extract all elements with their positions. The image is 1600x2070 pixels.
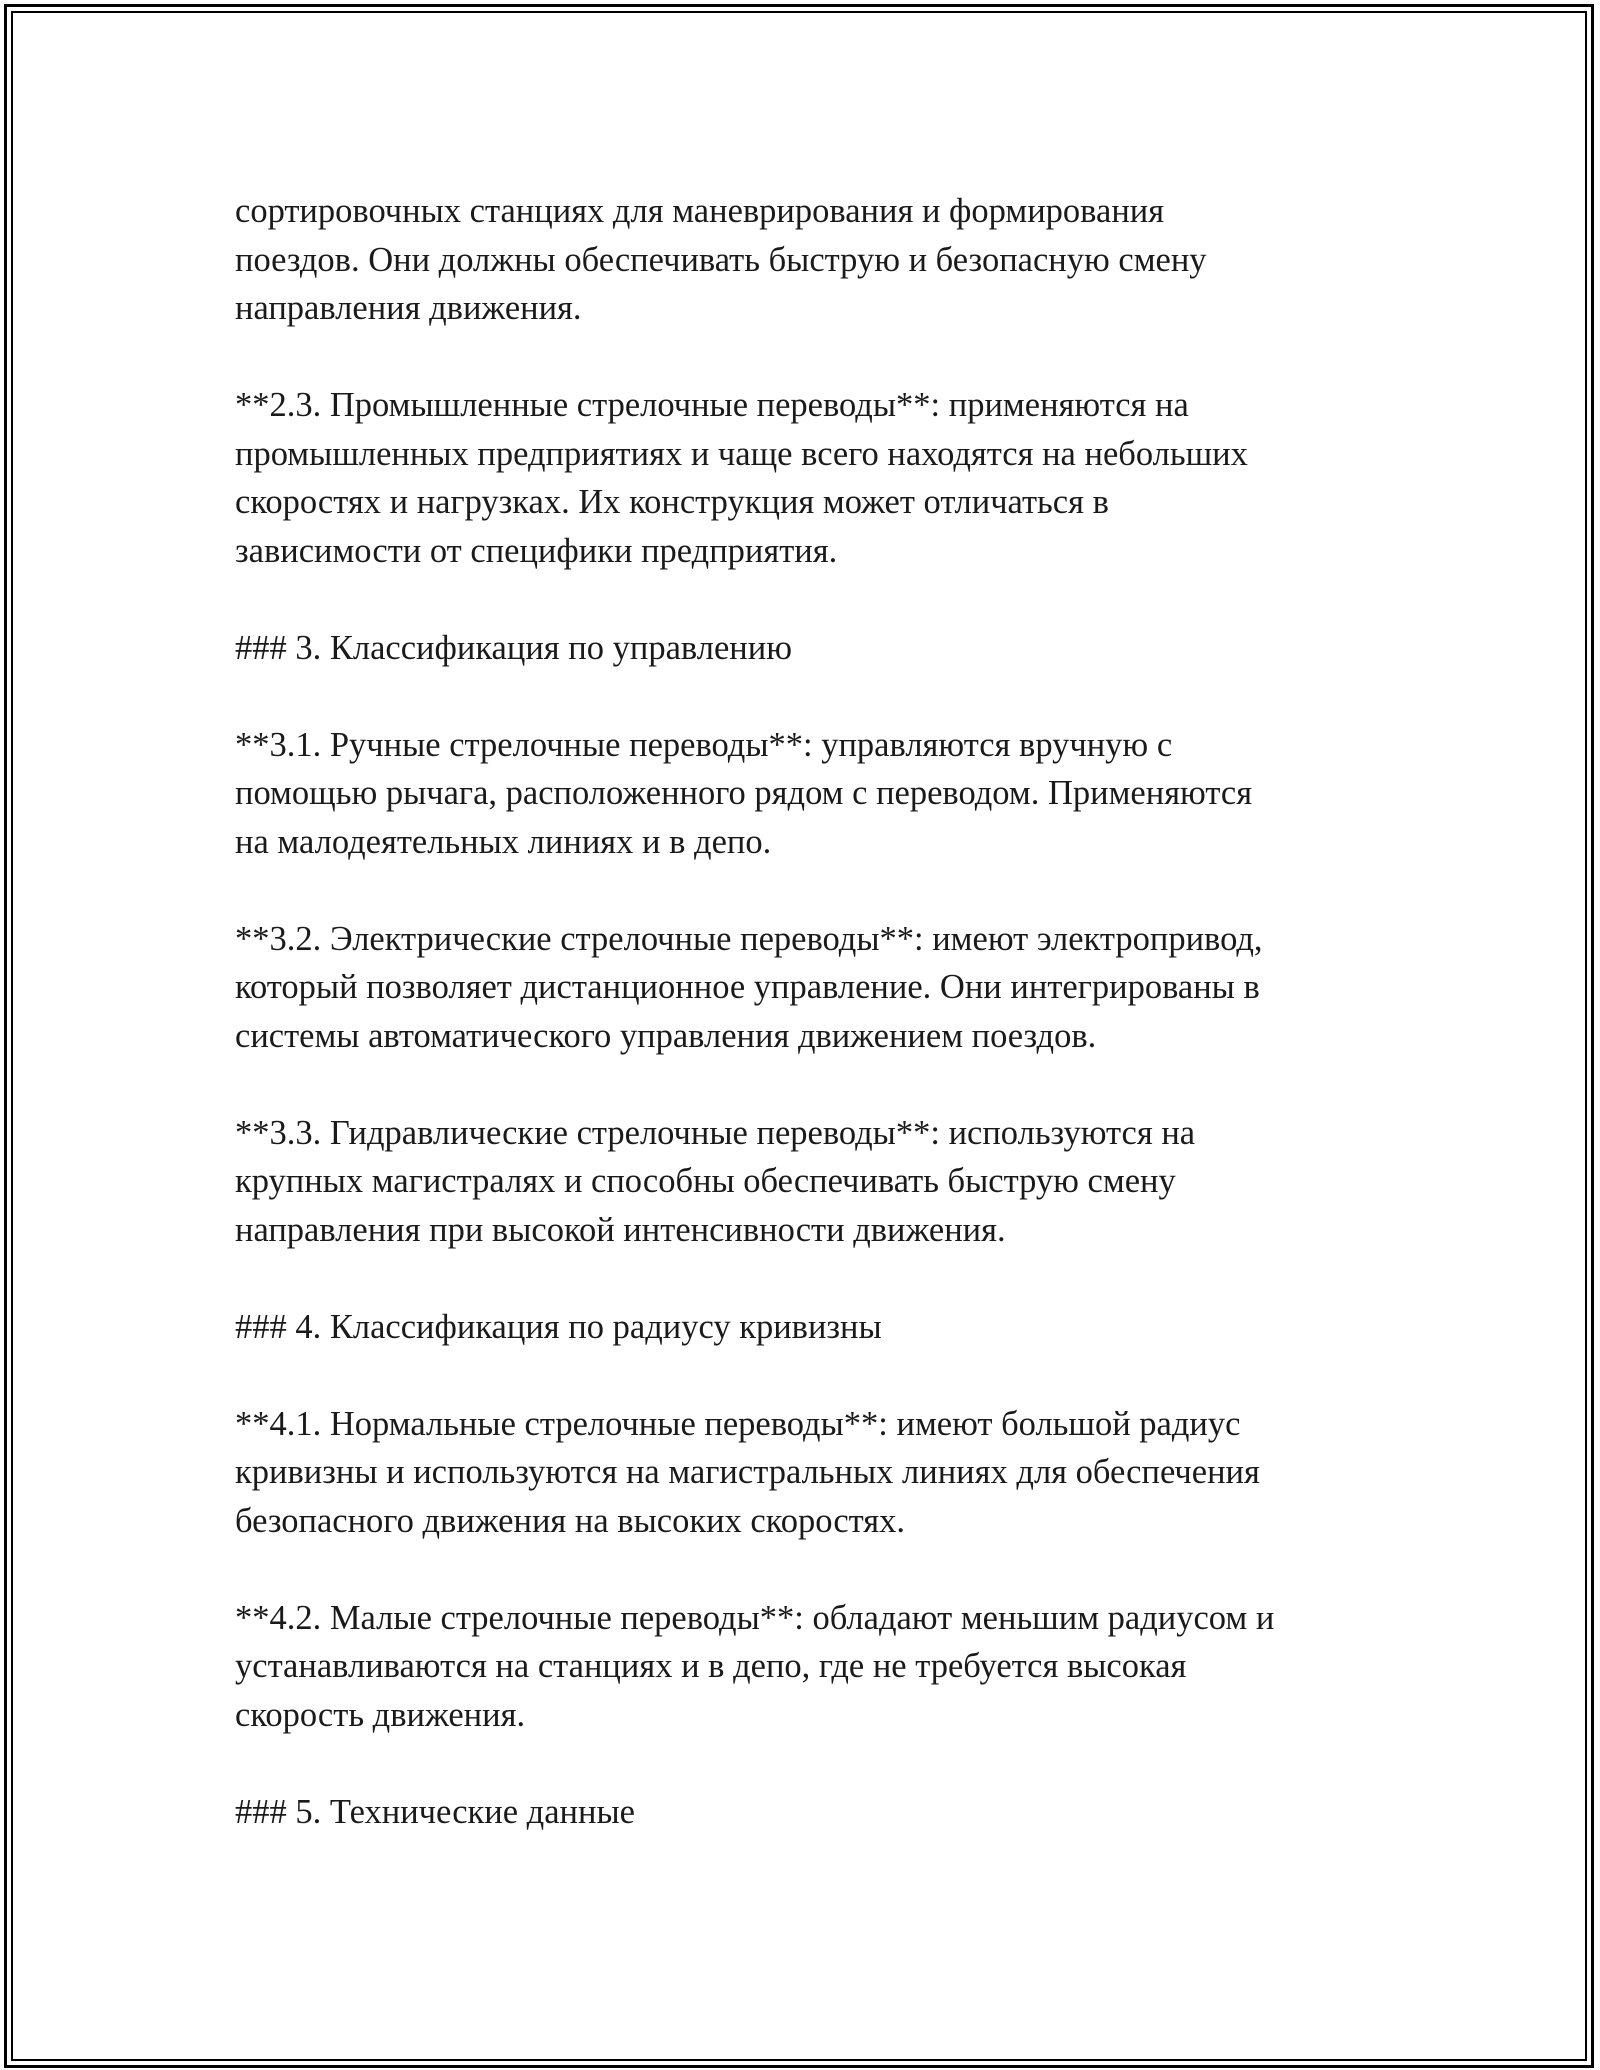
section-heading-5: ### 5. Технические данные: [235, 1792, 635, 1831]
section-heading-4: ### 4. Классификация по радиусу кривизны: [235, 1307, 882, 1346]
paragraph-2-3: **2.3. Промышленные стрелочные переводы**: применяются на промышленных предприятиях и чаще всего находятся на небольших скоростях и нагрузках. Их конструкция может отличаться в зависимости от специфики предприятия.: [235, 386, 1248, 570]
paragraph-3-3: **3.3. Гидравлические стрелочные переводы**: используются на крупных магистралях и способны обеспечивать быструю смену направления при высокой интенсивности движения.: [235, 1113, 1196, 1249]
paragraph-3-1: **3.1. Ручные стрелочные переводы**: управляются вручную с помощью рычага, расположенного рядом с переводом. Применяются на малодеятельных линиях и в депо.: [235, 725, 1253, 861]
paragraph-4-2: **4.2. Малые стрелочные переводы**: обладают меньшим радиусом и устанавливаются на станциях и в депо, где не требуется высокая скорость движения.: [235, 1598, 1275, 1734]
document-body: [235, 187, 1415, 1885]
paragraph-3-2: **3.2. Электрические стрелочные переводы**: имеют электропривод, который позволяет дистанционное управление. Они интегрированы в системы автоматического управления движением поездов.: [235, 919, 1263, 1055]
paragraph-continuation: сортировочных станциях для маневрирования и формирования поездов. Они должны обеспечивать быструю и безопасную смену направления движения.: [235, 192, 1207, 327]
paragraph-4-1: **4.1. Нормальные стрелочные переводы**: имеют большой радиус кривизны и используются на магистральных линиях для обеспечения безопасного движения на высоких скоростях.: [235, 1404, 1260, 1540]
section-heading-3: ### 3. Классификация по управлению: [235, 628, 792, 667]
